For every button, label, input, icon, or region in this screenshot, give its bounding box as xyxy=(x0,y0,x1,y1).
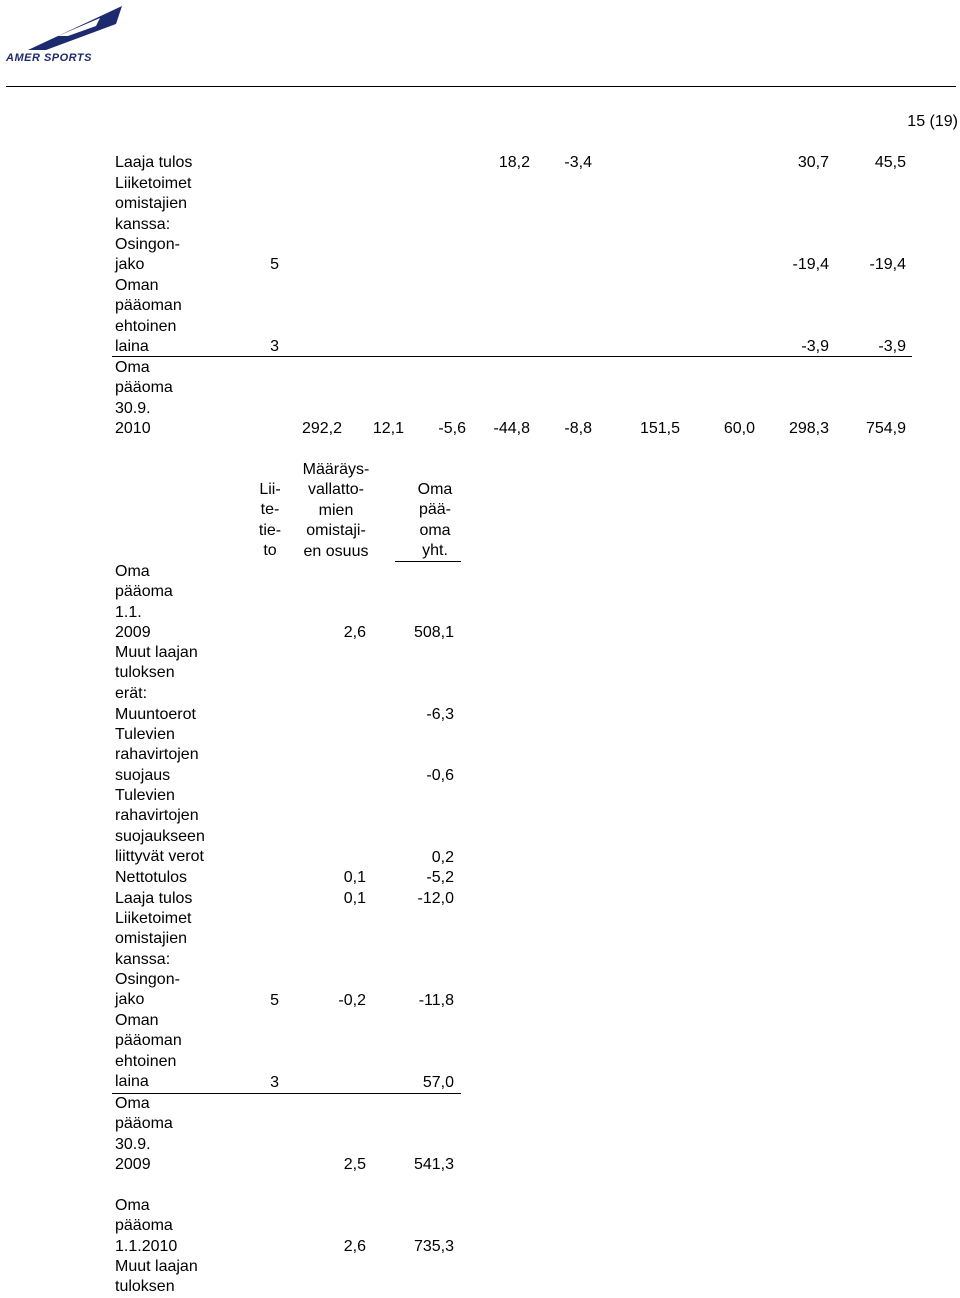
row-label: Oma pääoma 1.1.2010 xyxy=(115,1197,178,1255)
table-cell: 12,1 xyxy=(372,420,404,437)
table-cell: -0,6 xyxy=(426,767,454,784)
table-cell: -3,9 xyxy=(801,338,829,355)
table-cell: 292,2 xyxy=(301,420,342,437)
table-cell: 18,2 xyxy=(498,154,530,171)
note-cell: 3 xyxy=(270,1074,279,1091)
table-cell: -8,8 xyxy=(564,420,592,437)
row-label: Muut laajan tuloksen xyxy=(115,1258,198,1296)
row-label: Muut laajan tuloksen erät: xyxy=(115,644,198,702)
row-label: Laaja tulos xyxy=(115,890,193,907)
table-cell: 30,7 xyxy=(797,154,829,171)
table-cell: 541,3 xyxy=(413,1156,454,1173)
header-total: Oma pää- oma yht. xyxy=(417,481,453,560)
row-label: Tulevien rahavirtojen suojaukseen liittyvät verot xyxy=(115,787,205,866)
table-cell: -6,3 xyxy=(426,706,454,723)
table-cell: -3,9 xyxy=(878,338,906,355)
table-cell: 0,1 xyxy=(343,869,366,886)
table-cell: -5,6 xyxy=(438,420,466,437)
logo-text: AMER SPORTS xyxy=(6,52,92,64)
header-note: Lii- te- tie- to xyxy=(258,481,282,560)
row-label: Osingon- jako xyxy=(115,236,180,274)
table-cell: 754,9 xyxy=(865,420,906,437)
note-cell: 3 xyxy=(270,338,279,355)
row-label: Nettotulos xyxy=(115,869,188,886)
table-rule xyxy=(112,356,912,357)
table-cell: -3,4 xyxy=(564,154,592,171)
header-rule xyxy=(395,561,461,562)
header-minority: Määräys- vallatto- mien omistaji- en osuus xyxy=(302,461,370,560)
table-cell: 508,1 xyxy=(413,624,454,641)
page-number: 15 (19) xyxy=(907,113,958,130)
note-cell: 5 xyxy=(270,256,279,273)
row-label: Liiketoimet omistajien kanssa: xyxy=(115,910,192,968)
row-label: Oma pääoma 30.9. 2010 xyxy=(115,359,173,438)
row-label: Laaja tulos xyxy=(115,154,193,171)
table-cell: -19,4 xyxy=(869,256,906,273)
table-cell: -19,4 xyxy=(792,256,829,273)
row-label: Muuntoerot xyxy=(115,706,196,723)
table-cell: 0,2 xyxy=(431,849,454,866)
row-label: Osingon- jako xyxy=(115,971,180,1009)
header-divider xyxy=(6,86,956,87)
table-cell: -44,8 xyxy=(493,420,530,437)
row-label: Liiketoimet omistajien kanssa: xyxy=(115,175,192,233)
table-cell: -12,0 xyxy=(417,890,454,907)
table-cell: 45,5 xyxy=(874,154,906,171)
table-cell: 298,3 xyxy=(788,420,829,437)
table-cell: -0,2 xyxy=(338,992,366,1009)
table-cell: 2,6 xyxy=(343,1238,366,1255)
row-label: Oman pääoman ehtoinen laina xyxy=(115,277,182,356)
row-label: Oma pääoma 30.9. 2009 xyxy=(115,1095,173,1174)
table-cell: 2,6 xyxy=(343,624,366,641)
table-cell: 151,5 xyxy=(639,420,680,437)
table-cell: 0,1 xyxy=(343,890,366,907)
table-cell: 60,0 xyxy=(723,420,755,437)
row-label: Tulevien rahavirtojen suojaus xyxy=(115,726,199,784)
table-cell: 735,3 xyxy=(413,1238,454,1255)
table-cell: 57,0 xyxy=(422,1074,454,1091)
table-cell: -11,8 xyxy=(418,992,454,1009)
table-cell: 2,5 xyxy=(343,1156,366,1173)
row-label: Oma pääoma 1.1. 2009 xyxy=(115,563,173,642)
row-label: Oman pääoman ehtoinen laina xyxy=(115,1012,182,1091)
note-cell: 5 xyxy=(270,992,279,1009)
table-cell: -5,2 xyxy=(426,869,454,886)
